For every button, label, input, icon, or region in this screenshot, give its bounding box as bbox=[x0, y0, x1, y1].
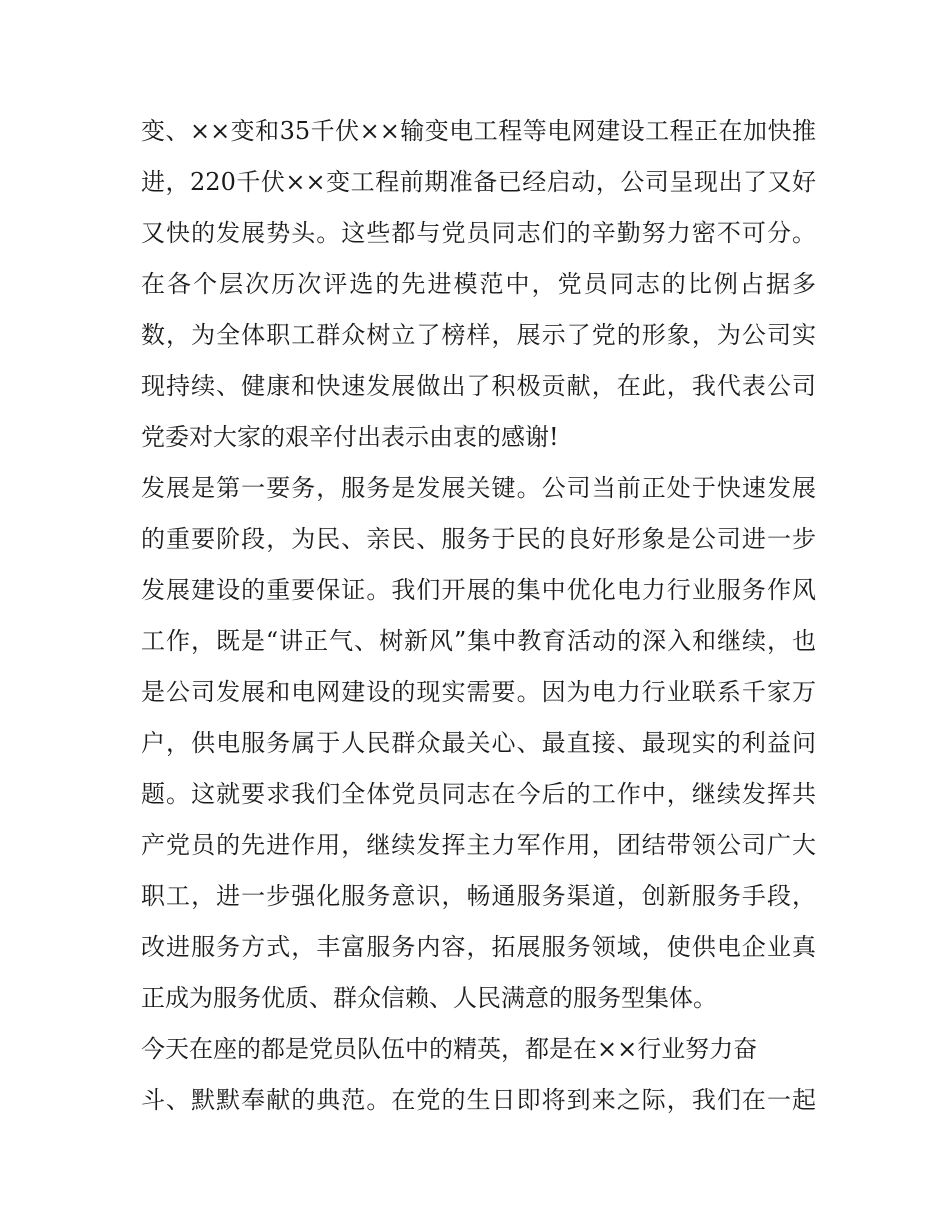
text-line: 正成为服务优质、群众信赖、人民满意的服务型集体。 bbox=[141, 984, 717, 1012]
text-line: 是公司发展和电网建设的现实需要。因为电力行业联系千家万 bbox=[141, 678, 816, 706]
text-line: 发展建设的重要保证。我们开展的集中优化电力行业服务作风 bbox=[141, 576, 816, 604]
text-line: 的重要阶段，为民、亲民、服务于民的良好形象是公司进一步 bbox=[141, 525, 816, 553]
text-line: 产党员的先进作用，继续发挥主力军作用，团结带领公司广大 bbox=[141, 831, 816, 859]
text-line: 今天在座的都是党员队伍中的精英，都是在××行业努力奋 bbox=[141, 1035, 758, 1063]
document-body bbox=[141, 106, 816, 1126]
text-line: 工作，既是“讲正气、树新风”集中教育活动的深入和继续，也 bbox=[141, 627, 816, 655]
text-line: 职工，进一步强化服务意识，畅通服务渠道，创新服务手段， bbox=[141, 882, 816, 910]
text-line: 数，为全体职工群众树立了榜样，展示了党的形象，为公司实 bbox=[141, 321, 816, 349]
text-line: 现持续、健康和快速发展做出了积极贡献，在此，我代表公司 bbox=[141, 372, 816, 400]
text-line: 在各个层次历次评选的先进模范中，党员同志的比例占据多 bbox=[141, 270, 816, 298]
text-line: 党委对大家的艰辛付出表示由衷的感谢! bbox=[141, 423, 559, 451]
text-line: 户，供电服务属于人民群众最关心、最直接、最现实的利益问 bbox=[141, 729, 816, 757]
text-line: 变、××变和35千伏××输变电工程等电网建设工程正在加快推 bbox=[141, 117, 816, 145]
text-line: 发展是第一要务，服务是发展关键。公司当前正处于快速发展 bbox=[141, 474, 816, 502]
text-line: 题。这就要求我们全体党员同志在今后的工作中，继续发挥共 bbox=[141, 780, 816, 808]
paragraph-1 bbox=[141, 106, 816, 463]
text-line: 改进服务方式，丰富服务内容，拓展服务领域，使供电企业真 bbox=[141, 933, 816, 961]
text-line: 斗、默默奉献的典范。在党的生日即将到来之际，我们在一起 bbox=[141, 1086, 816, 1114]
text-line: 又快的发展势头。这些都与党员同志们的辛勤努力密不可分。 bbox=[141, 219, 816, 247]
paragraph-3 bbox=[141, 1024, 816, 1126]
text-line: 进，220千伏××变工程前期准备已经启动，公司呈现出了又好 bbox=[141, 168, 816, 196]
paragraph-2 bbox=[141, 463, 816, 1024]
